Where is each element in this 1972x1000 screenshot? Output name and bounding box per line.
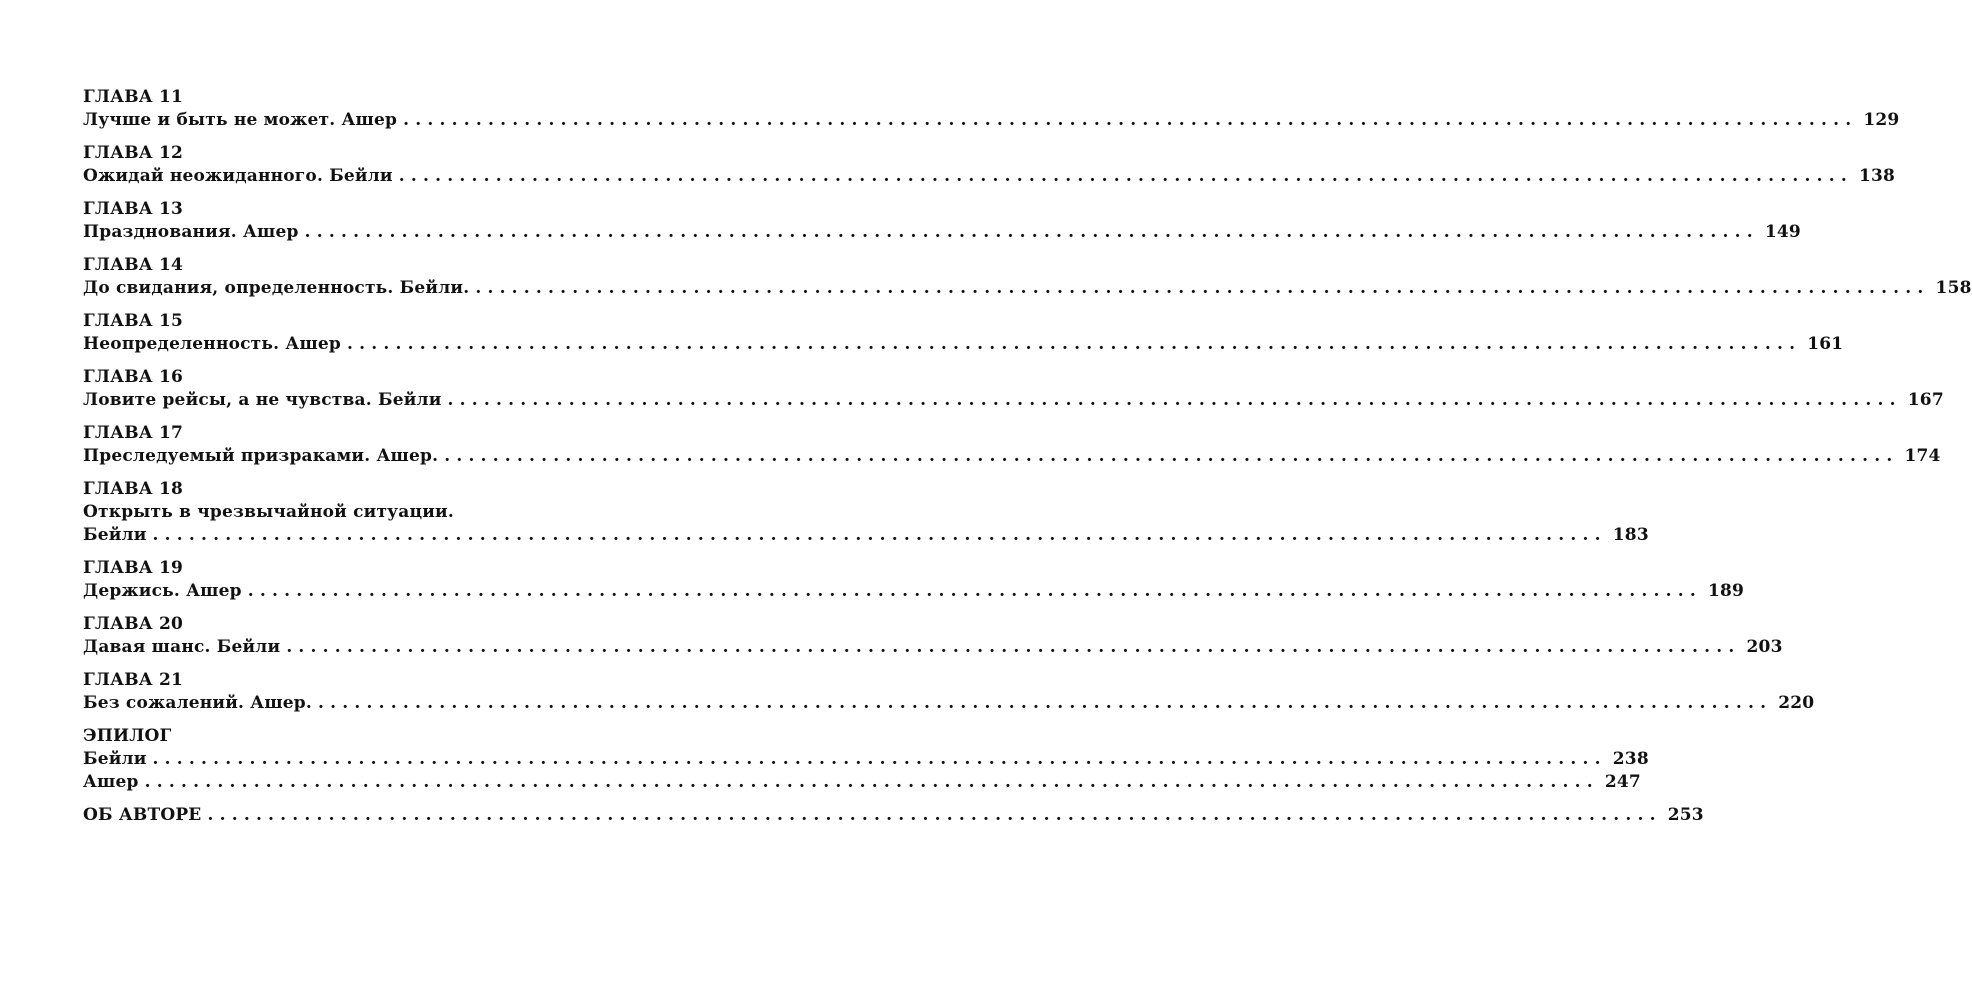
dot-leader: ........................................................................................................................ <box>403 110 1858 130</box>
dot-leader: ........................................................................................................................ <box>207 805 1662 825</box>
chapter-title-line: Открыть в чрезвычайной ситуации. <box>83 502 454 522</box>
toc-row <box>83 692 1815 715</box>
toc-row <box>83 445 1941 468</box>
chapter-heading: ГЛАВА 21 <box>83 670 184 690</box>
table-of-contents <box>83 86 1972 837</box>
chapter-heading: ГЛАВА 14 <box>83 255 184 275</box>
dot-leader: ........................................................................................................................ <box>247 581 1702 601</box>
chapter-heading: ГЛАВА 17 <box>83 423 184 443</box>
page-number: 253 <box>1667 805 1704 825</box>
chapter-heading: ГЛАВА 11 <box>83 87 184 107</box>
page-number: 158 <box>1935 278 1972 298</box>
chapter-heading: ГЛАВА 13 <box>83 199 184 219</box>
toc-entry <box>83 142 1896 188</box>
page-number: 189 <box>1707 581 1745 601</box>
page-number: 247 <box>1604 772 1641 792</box>
toc-entry <box>83 669 1815 715</box>
toc-entry <box>83 422 1941 468</box>
toc-entry <box>83 198 1801 244</box>
chapter-heading: ГЛАВА 18 <box>83 479 184 499</box>
page-number: 138 <box>1858 166 1896 186</box>
page-number: 129 <box>1863 110 1900 130</box>
toc-row <box>83 109 1900 132</box>
page-number: 220 <box>1778 693 1815 713</box>
chapter-title: Держись. Ашер <box>83 581 242 601</box>
toc-row <box>83 636 1783 659</box>
toc-entry <box>83 310 1844 356</box>
chapter-title: Преследуемый призраками. Ашер. <box>83 446 439 466</box>
toc-row <box>83 748 1649 771</box>
toc-entry <box>83 254 1972 300</box>
toc-entry <box>83 613 1783 659</box>
dot-leader: ........................................................................................................................ <box>475 278 1930 298</box>
chapter-title: Ловите рейсы, а не чувства. Бейли <box>83 390 442 410</box>
page-number: 183 <box>1612 525 1649 545</box>
chapter-title: Неопределенность. Ашер <box>83 334 342 354</box>
chapter-title: Без сожалений. Ашер. <box>83 693 313 713</box>
chapter-heading: ГЛАВА 15 <box>83 311 184 331</box>
dot-leader: ........................................................................................................................ <box>286 637 1741 657</box>
dot-leader: ........................................................................................................................ <box>144 772 1599 792</box>
chapter-title: До свидания, определенность. Бейли. <box>83 278 470 298</box>
dot-leader: ........................................................................................................................ <box>444 446 1899 466</box>
about-author-entry <box>83 804 1704 827</box>
dot-leader: ........................................................................................................................ <box>318 693 1773 713</box>
epilogue-heading: ЭПИЛОГ <box>83 726 172 746</box>
epilogue-entry <box>83 725 1649 794</box>
page-number: 203 <box>1746 637 1783 657</box>
toc-entry <box>83 478 1649 547</box>
toc-entry <box>83 366 1944 412</box>
dot-leader: ........................................................................................................................ <box>152 525 1607 545</box>
chapter-heading: ГЛАВА 12 <box>83 143 184 163</box>
chapter-title: Бейли <box>83 525 147 545</box>
chapter-heading: ГЛАВА 16 <box>83 367 184 387</box>
toc-row <box>83 804 1704 827</box>
toc-row <box>83 524 1649 547</box>
chapter-heading: ГЛАВА 19 <box>83 558 184 578</box>
toc-row <box>83 771 1641 794</box>
page-number: 167 <box>1907 390 1944 410</box>
toc-entry <box>83 86 1900 132</box>
page-number: 161 <box>1807 334 1844 354</box>
page-number: 149 <box>1764 222 1801 242</box>
chapter-title: Лучше и быть не может. Ашер <box>83 110 398 130</box>
dot-leader: ........................................................................................................................ <box>347 334 1802 354</box>
about-author-title: ОБ АВТОРЕ <box>83 805 202 825</box>
chapter-heading: ГЛАВА 20 <box>83 614 184 634</box>
dot-leader: ........................................................................................................................ <box>398 166 1853 186</box>
toc-entry <box>83 557 1745 603</box>
dot-leader: ........................................................................................................................ <box>447 390 1902 410</box>
toc-row <box>83 165 1896 188</box>
toc-row <box>83 333 1844 356</box>
toc-row <box>83 277 1972 300</box>
epilogue-item-title: Ашер <box>83 772 139 792</box>
toc-row <box>83 221 1801 244</box>
page-number: 174 <box>1904 446 1941 466</box>
toc-row <box>83 580 1745 603</box>
chapter-title: Давая шанс. Бейли <box>83 637 281 657</box>
chapter-title: Празднования. Ашер <box>83 222 299 242</box>
toc-row <box>83 389 1944 412</box>
dot-leader: ........................................................................................................................ <box>304 222 1759 242</box>
page-number: 238 <box>1612 749 1649 769</box>
epilogue-item-title: Бейли <box>83 749 147 769</box>
dot-leader: ........................................................................................................................ <box>152 749 1607 769</box>
chapter-title: Ожидай неожиданного. Бейли <box>83 166 393 186</box>
